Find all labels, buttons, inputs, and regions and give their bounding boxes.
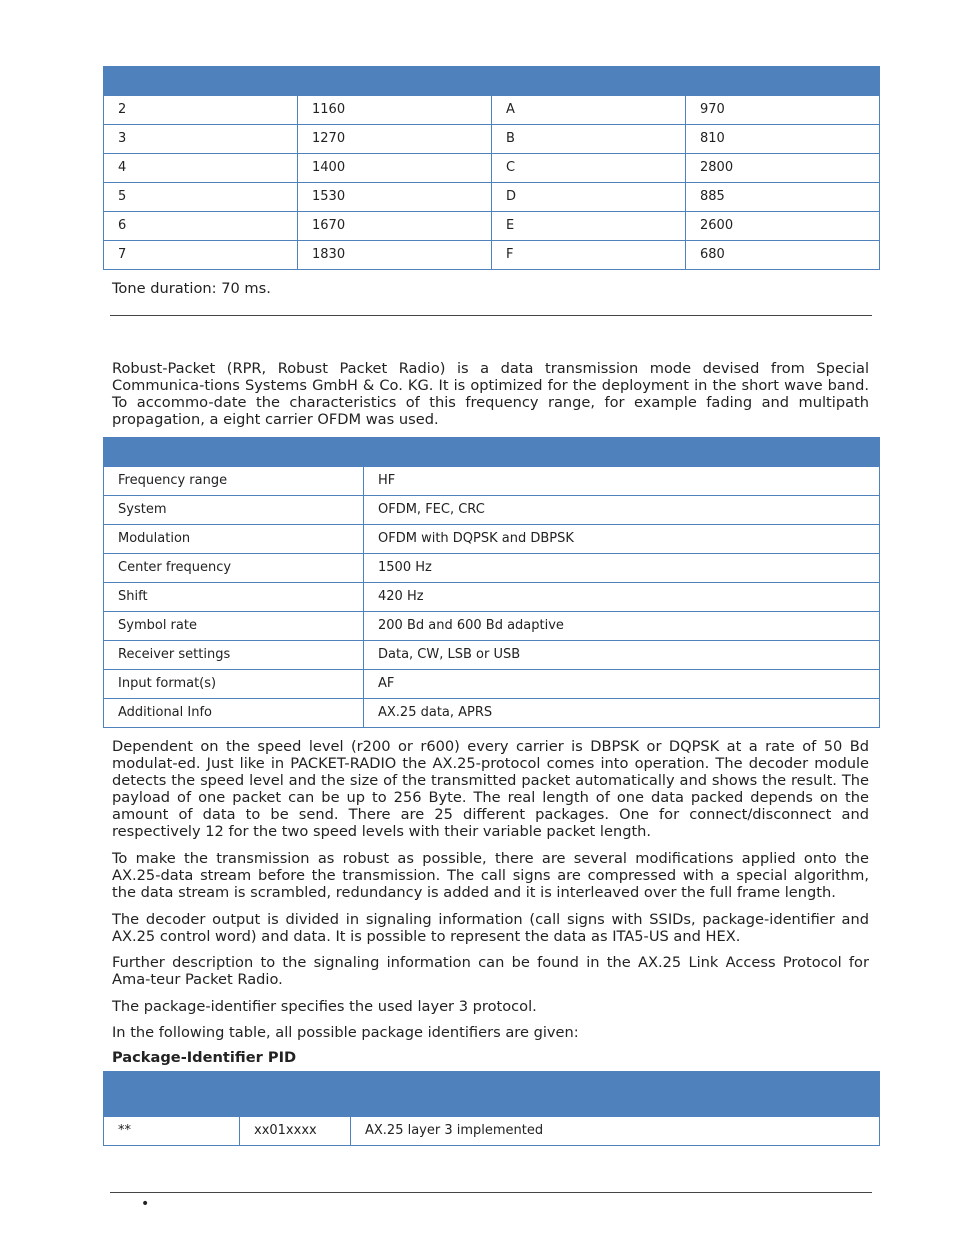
table-cell: 6 [104,212,298,241]
table-cell: 885 [686,183,880,212]
table-cell: D [492,183,686,212]
param-label: Modulation [104,525,364,554]
param-value: 420 Hz [364,583,880,612]
table-cell: 1270 [298,125,492,154]
table-row [104,1117,880,1146]
param-label: Center frequency [104,554,364,583]
intro-paragraph: Robust-Packet (RPR, Robust Packet Radio) is a data transmission mode devised from Special Communica-tions Systems GmbH & Co. KG. It is optimized for the deployment in the short wave band. To accommo-date the characteristics of this frequency range, for example fading and multipath propagation, a eight carrier OFDM was used. [112,360,869,428]
table-cell: 680 [686,241,880,270]
table-cell: 2600 [686,212,880,241]
footer-bullet: • [141,1196,150,1212]
table-header [104,67,880,96]
table-row [104,496,880,525]
table-cell: B [492,125,686,154]
table-row [104,125,880,154]
footer-divider [110,1192,872,1193]
param-label: Receiver settings [104,641,364,670]
table-cell: 1530 [298,183,492,212]
param-label: Symbol rate [104,612,364,641]
table-row [104,641,880,670]
table-row [104,699,880,728]
pid-table [103,1071,880,1146]
param-label: System [104,496,364,525]
table-header [104,438,880,467]
body-paragraph: To make the transmission as robust as possible, there are several modifications applied onto the AX.25-data stream before the transmission. The call signs are compressed with a special algorithm, the data stream is scrambled, redundancy is added and it is interleaved over the full frame length. [112,850,869,901]
section-divider [110,315,872,316]
param-label: Additional Info [104,699,364,728]
tone-table [103,66,880,270]
table-cell: A [492,96,686,125]
table-cell: ** [104,1117,240,1146]
body-paragraph: The decoder output is divided in signaling information (call signs with SSIDs, package-identifier and AX.25 control word) and data. It is possible to represent the data as ITA5-US and HEX. [112,911,869,945]
body-paragraph: Further description to the signaling information can be found in the AX.25 Link Access Protocol for Ama-teur Packet Radio. [112,954,869,988]
table-cell: 1830 [298,241,492,270]
parameter-table [103,437,880,728]
param-label: Shift [104,583,364,612]
table-row [104,183,880,212]
param-value: HF [364,467,880,496]
table-cell: 1670 [298,212,492,241]
table-row [104,241,880,270]
table-row [104,670,880,699]
table-cell: 2800 [686,154,880,183]
table-row [104,212,880,241]
table-cell: 4 [104,154,298,183]
table-cell: F [492,241,686,270]
table-cell: 1400 [298,154,492,183]
param-value: OFDM with DQPSK and DBPSK [364,525,880,554]
param-value: Data, CW, LSB or USB [364,641,880,670]
table-row [104,525,880,554]
table-header [104,1072,880,1117]
table-cell: xx01xxxx [240,1117,351,1146]
param-value: OFDM, FEC, CRC [364,496,880,525]
table-row [104,154,880,183]
table-row [104,467,880,496]
table-row [104,96,880,125]
param-label: Frequency range [104,467,364,496]
table-row [104,612,880,641]
table-cell: 970 [686,96,880,125]
body-paragraph: Dependent on the speed level (r200 or r600) every carrier is DBPSK or DQPSK at a rate of 50 Bd modulat-ed. Just like in PACKET-RADIO the AX.25-protocol comes into operation. The decoder module detects the speed level and the size of the transmitted packet automatically and shows the result. The payload of one packet can be up to 256 Byte. The real length of one data packed depends on the amount of data to be send. There are 25 different packages. One for connect/disconnect and respectively 12 for the two speed levels with their variable packet length. [112,738,869,840]
param-value: AF [364,670,880,699]
table-row [104,583,880,612]
table-cell: C [492,154,686,183]
table-cell: 3 [104,125,298,154]
body-paragraph: In the following table, all possible package identifiers are given: [112,1024,579,1041]
param-value: 1500 Hz [364,554,880,583]
param-value: 200 Bd and 600 Bd adaptive [364,612,880,641]
param-label: Input format(s) [104,670,364,699]
body-paragraph: The package-identifier specifies the used layer 3 protocol. [112,998,537,1015]
tone-duration-text: Tone duration: 70 ms. [112,280,271,297]
table-cell: E [492,212,686,241]
table-cell: AX.25 layer 3 implemented [351,1117,880,1146]
table-cell: 7 [104,241,298,270]
table-row [104,554,880,583]
pid-heading: Package-Identifier PID [112,1049,297,1066]
table-cell: 5 [104,183,298,212]
param-value: AX.25 data, APRS [364,699,880,728]
table-cell: 1160 [298,96,492,125]
table-cell: 810 [686,125,880,154]
table-cell: 2 [104,96,298,125]
